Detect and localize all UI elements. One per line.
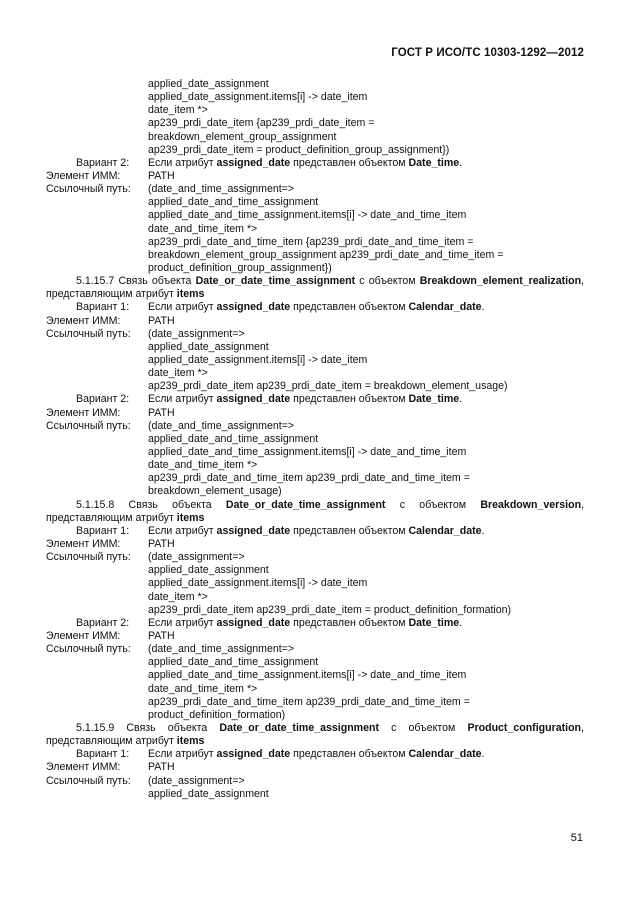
text-line — [46, 472, 584, 485]
variant-label: Вариант 2: — [76, 616, 130, 629]
text-line — [46, 696, 584, 709]
path-line: applied_date_and_time_assignment — [148, 656, 319, 669]
path-line: ap239_prdi_date_and_time_item {ap239_prdi_date_and_time_item = — [148, 235, 474, 248]
path-line: applied_date_and_time_assignment.items[i] -> date_and_time_item — [148, 669, 467, 682]
section-heading-5-1-15-9: 5.1.15.9 Связь объекта Date_or_date_time_assignment с объектом Product_configuration, представляющим атрибут items — [46, 721, 584, 748]
variant-text: Если атрибут assigned_date представлен объектом Date_time. — [148, 156, 463, 169]
variant-line — [46, 617, 584, 630]
path-line: breakdown_element_group_assignment ap239_prdi_date_and_time_item = — [148, 248, 504, 261]
ref-label: Ссылочный путь: — [46, 183, 131, 196]
path-line: date_and_time_item *> — [148, 459, 258, 472]
path-line: date_item *> — [148, 367, 208, 380]
text-line — [46, 104, 584, 117]
variant-label: Вариант 1: — [76, 524, 130, 537]
imm-label: Элемент ИММ: — [46, 761, 121, 774]
path-line: applied_date_assignment.items[i] -> date_item — [148, 353, 368, 366]
ref-label: Ссылочный путь: — [46, 774, 131, 787]
variant-label: Вариант 2: — [76, 393, 130, 406]
variant-line — [46, 393, 584, 406]
imm-value: PATH — [148, 629, 175, 642]
variant-text: Если атрибут assigned_date представлен объектом Calendar_date. — [148, 301, 485, 314]
imm-line — [46, 538, 584, 551]
ref-label: Ссылочный путь: — [46, 551, 131, 564]
path-line: (date_and_time_assignment=> — [148, 643, 295, 656]
path-line: (date_assignment=> — [148, 774, 245, 787]
ref-label: Ссылочный путь: — [46, 327, 131, 340]
ref-label: Ссылочный путь: — [46, 643, 131, 656]
text-line — [46, 236, 584, 249]
path-line: applied_date_assignment — [148, 78, 269, 90]
path-line: (date_assignment=> — [148, 551, 245, 564]
path-line: date_and_time_item *> — [148, 222, 258, 235]
imm-value: PATH — [148, 761, 175, 774]
path-line: applied_date_and_time_assignment — [148, 196, 319, 209]
variant-text: Если атрибут assigned_date представлен объектом Date_time. — [148, 393, 463, 406]
imm-label: Элемент ИММ: — [46, 314, 121, 327]
path-line: applied_date_assignment — [148, 787, 269, 800]
text-line — [46, 117, 584, 130]
imm-value: PATH — [148, 537, 175, 550]
document-body — [46, 78, 584, 801]
imm-line — [46, 315, 584, 328]
text-line — [46, 669, 584, 682]
path-line: applied_date_assignment.items[i] -> date_item — [148, 577, 368, 590]
text-line — [46, 380, 584, 393]
path-line: (date_and_time_assignment=> — [148, 183, 295, 196]
text-line — [46, 209, 584, 222]
section-heading-5-1-15-7: 5.1.15.7 Связь объекта Date_or_date_time_assignment с объектом Breakdown_element_realization, представляющим атрибут items — [46, 275, 584, 301]
path-line: applied_date_and_time_assignment — [148, 432, 319, 445]
path-line: applied_date_assignment.items[i] -> date_item — [148, 91, 368, 104]
text-line — [46, 604, 584, 617]
path-line: product_definition_group_assignment}) — [148, 261, 332, 274]
imm-value: PATH — [148, 314, 175, 327]
path-line: date_and_time_item *> — [148, 682, 258, 695]
path-line: date_item *> — [148, 104, 208, 117]
text-line — [46, 78, 584, 91]
text-line — [46, 577, 584, 590]
text-line — [46, 564, 584, 577]
text-line — [46, 591, 584, 604]
imm-line — [46, 170, 584, 183]
text-line — [46, 91, 584, 104]
variant-text: Если атрибут assigned_date представлен объектом Calendar_date. — [148, 524, 485, 537]
text-line — [46, 367, 584, 380]
text-line — [46, 341, 584, 354]
text-line — [46, 354, 584, 367]
ref-label: Ссылочный путь: — [46, 419, 131, 432]
path-line: applied_date_assignment — [148, 564, 269, 577]
text-line — [46, 223, 584, 236]
imm-label: Элемент ИММ: — [46, 406, 121, 419]
variant-label: Вариант 1: — [76, 301, 130, 314]
section-heading-5-1-15-8: 5.1.15.8 Связь объекта Date_or_date_time_assignment с объектом Breakdown_version, представляющим атрибут items — [46, 498, 585, 524]
path-line: applied_date_and_time_assignment.items[i] -> date_and_time_item — [148, 445, 467, 458]
text-line — [46, 485, 584, 498]
variant-line — [46, 525, 584, 538]
imm-value: PATH — [148, 169, 175, 182]
text-line — [46, 433, 584, 446]
variant-line — [46, 157, 584, 170]
path-line: date_item *> — [148, 590, 208, 603]
path-line: applied_date_and_time_assignment.items[i] -> date_and_time_item — [148, 209, 467, 222]
imm-label: Элемент ИММ: — [46, 537, 121, 550]
path-line: ap239_prdi_date_item ap239_prdi_date_item = product_definition_formation) — [148, 603, 512, 616]
variant-label: Вариант 1: — [76, 748, 130, 761]
variant-line — [46, 301, 584, 314]
text-line — [46, 262, 584, 275]
path-line: ap239_prdi_date_item {ap239_prdi_date_item = — [148, 117, 375, 130]
text-line — [46, 131, 584, 144]
variant-text: Если атрибут assigned_date представлен объектом Date_time. — [148, 616, 463, 629]
text-line — [46, 683, 584, 696]
imm-line — [46, 407, 584, 420]
text-line — [46, 144, 584, 157]
path-line: ap239_prdi_date_and_time_item ap239_prdi_date_and_time_item = — [148, 472, 470, 485]
text-line — [46, 196, 584, 209]
variant-label: Вариант 2: — [76, 156, 130, 169]
path-line: (date_and_time_assignment=> — [148, 419, 295, 432]
imm-value: PATH — [148, 406, 175, 419]
ref-line — [46, 551, 584, 564]
path-line: ap239_prdi_date_item ap239_prdi_date_item = breakdown_element_usage) — [148, 380, 508, 393]
imm-label: Элемент ИММ: — [46, 629, 121, 642]
ref-line — [46, 328, 584, 341]
path-line: (date_assignment=> — [148, 327, 245, 340]
text-line — [46, 459, 584, 472]
text-line — [46, 249, 584, 262]
imm-label: Элемент ИММ: — [46, 169, 121, 182]
ref-line — [46, 775, 584, 788]
page-header: ГОСТ Р ИСО/ТС 10303-1292—2012 — [391, 47, 584, 59]
path-line: applied_date_assignment — [148, 340, 269, 353]
text-line — [46, 656, 584, 669]
page-number: 51 — [570, 832, 583, 844]
text-line — [46, 446, 584, 459]
variant-line — [46, 748, 584, 761]
path-line: breakdown_element_group_assignment — [148, 130, 337, 143]
ref-line — [46, 420, 584, 433]
path-line: ap239_prdi_date_and_time_item ap239_prdi_date_and_time_item = — [148, 695, 470, 708]
text-line — [46, 788, 584, 801]
path-line: product_definition_formation) — [148, 708, 286, 721]
path-line: ap239_prdi_date_item = product_definition_group_assignment}) — [148, 143, 450, 156]
ref-line — [46, 183, 584, 196]
path-line: breakdown_element_usage) — [148, 485, 282, 498]
variant-text: Если атрибут assigned_date представлен объектом Calendar_date. — [148, 748, 485, 761]
text-line — [46, 709, 584, 722]
ref-line — [46, 643, 584, 656]
imm-line — [46, 761, 584, 774]
imm-line — [46, 630, 584, 643]
